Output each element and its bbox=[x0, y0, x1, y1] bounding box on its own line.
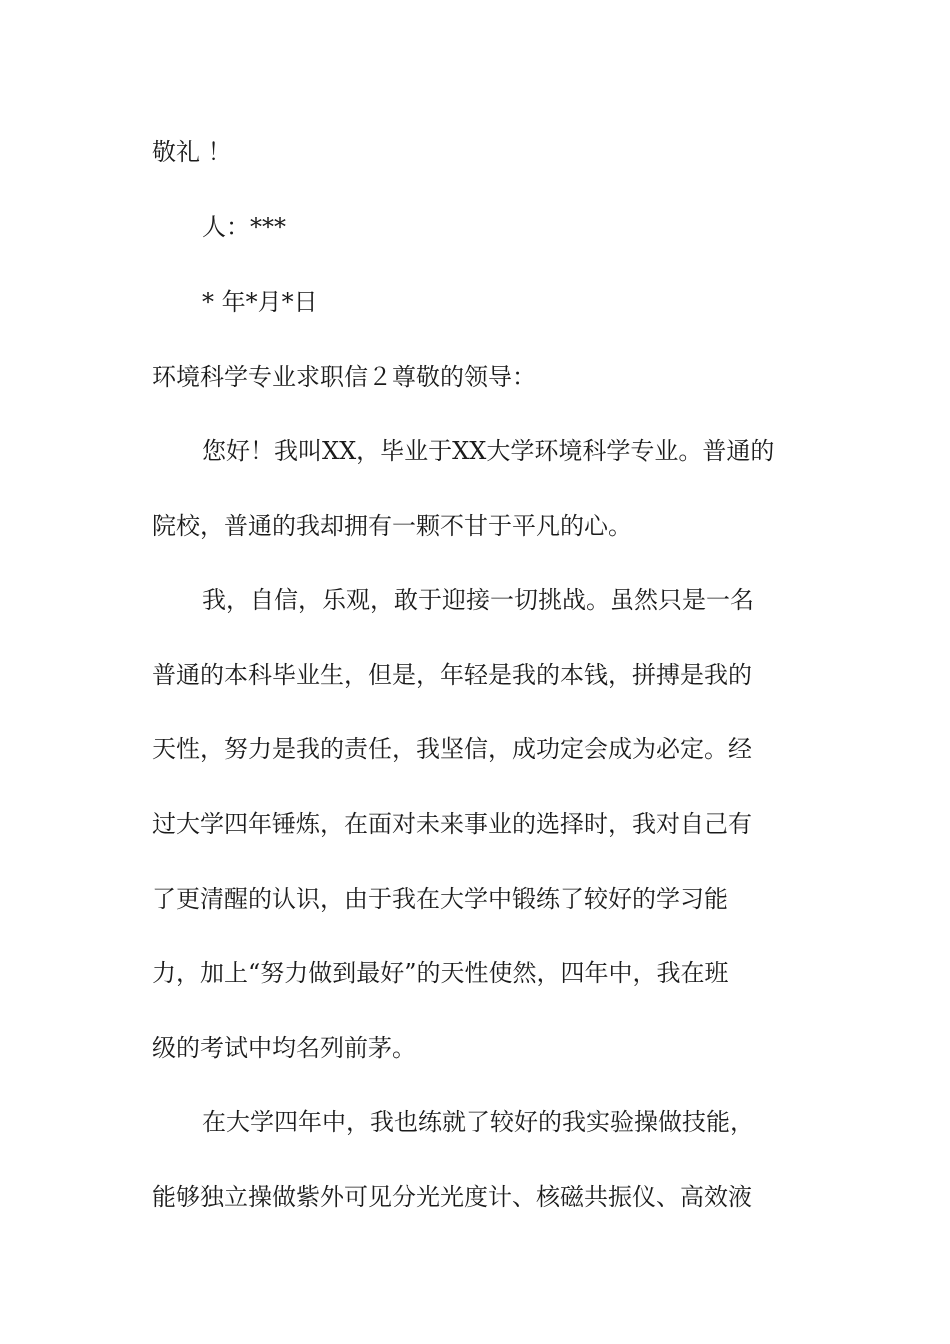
paragraph-line: 在大学四年中，我也练就了较好的我实验操做技能， bbox=[202, 1108, 754, 1136]
paragraph-line: 能够独立操做紫外可见分光光度计、核磁共振仪、高效液 bbox=[152, 1183, 752, 1211]
letter-heading: 环境科学专业求职信２尊敬的领导： bbox=[152, 363, 536, 391]
date-line: * 年*月*日 bbox=[202, 288, 318, 316]
paragraph-line: 普通的本科毕业生，但是，年轻是我的本钱，拼搏是我的 bbox=[152, 661, 752, 689]
paragraph-line: 了更清醒的认识，由于我在大学中锻练了较好的学习能 bbox=[152, 885, 728, 913]
paragraph-line: 我，自信，乐观，敢于迎接一切挑战。虽然只是一名 bbox=[202, 586, 754, 614]
paragraph-line: 过大学四年锤炼，在面对未来事业的选择时，我对自己有 bbox=[152, 810, 752, 838]
paragraph-line: 您好！我叫XX，毕业于XX大学环境科学专业。普通的 bbox=[202, 437, 775, 465]
paragraph-line: 级的考试中均名列前茅。 bbox=[152, 1034, 416, 1062]
signer-line: 人：*** bbox=[202, 213, 286, 241]
paragraph-line: 天性，努力是我的责任，我坚信，成功定会成为必定。经 bbox=[152, 735, 752, 763]
paragraph-line: 力，加上“努力做到最好”的天性使然，四年中，我在班 bbox=[152, 959, 729, 987]
paragraph-line: 院校，普通的我却拥有一颗不甘于平凡的心。 bbox=[152, 512, 632, 540]
closing-salutation: 敬礼 ！ bbox=[152, 138, 232, 166]
